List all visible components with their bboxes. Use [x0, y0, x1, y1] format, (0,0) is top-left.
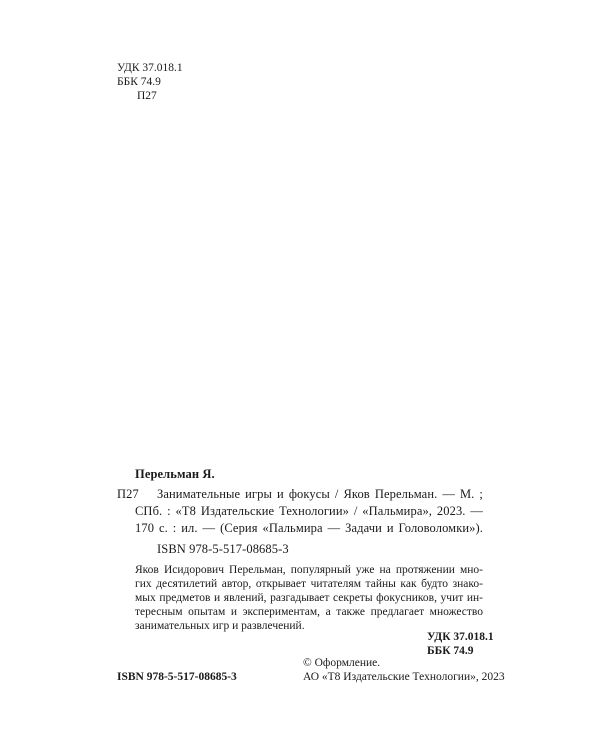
copyright-publisher: АО «Т8 Издательские Технологии», 2023: [303, 671, 505, 683]
top-udk-code: УДК 37.018.1: [117, 62, 183, 74]
author-heading: Перельман Я.: [135, 467, 215, 481]
record-udk: УДК 37.018.1: [427, 631, 494, 643]
annotation-line-2: гих десятилетий автор, открывает читателям тайны как будто знако-: [135, 578, 483, 590]
title-line-1: Занимательные игры и фокусы / Яков Перельман. — М. ;: [157, 487, 483, 501]
record-bbk: ББК 74.9: [427, 645, 474, 657]
title-line-2: СПб. : «Т8 Издательские Технологии» / «Пальмира», 2023. —: [135, 504, 483, 518]
annotation-line-1: Яков Исидорович Перельман, популярный уже на протяжении мно-: [135, 564, 483, 576]
footer-isbn: ISBN 978-5-517-08685-3: [117, 671, 237, 683]
title-line-3: 170 с. : ил. — (Серия «Пальмира — Задачи и Головоломки»).: [135, 521, 483, 535]
copyright-design: © Оформление.: [303, 657, 381, 669]
record-isbn: ISBN 978-5-517-08685-3: [157, 542, 289, 556]
author-mark: П27: [117, 487, 139, 501]
top-author-mark: П27: [137, 90, 157, 102]
top-bbk-code: ББК 74.9: [117, 76, 161, 88]
annotation-line-3: мых предметов и явлений, разгадывает секреты фокусников, учит ин-: [135, 592, 483, 604]
annotation-line-4: тересным опытам и экспериментам, а также предлагает множество: [135, 606, 483, 618]
annotation-line-5: занимательных игр и развлечений.: [135, 620, 305, 632]
